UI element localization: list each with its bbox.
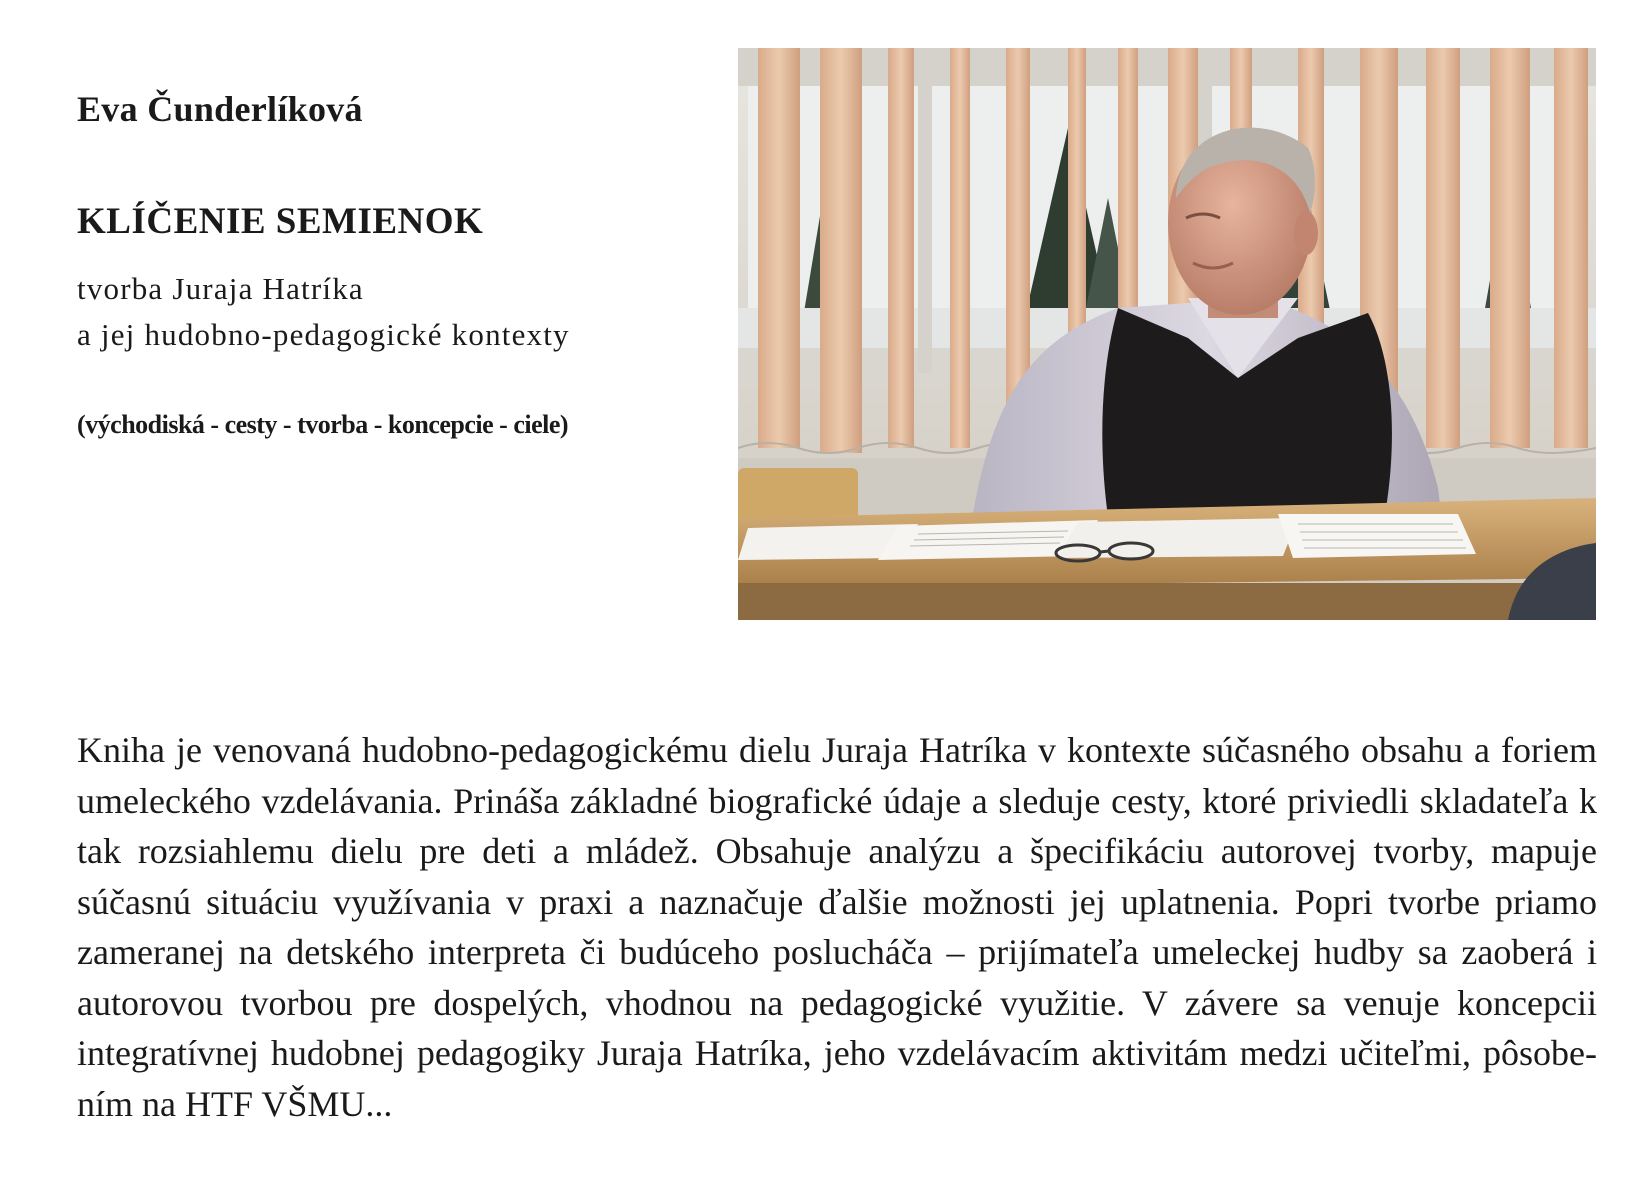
book-abstract: Kniha je venovaná hudobno-pedagogickému dielu Juraja Hatríka v kontexte súčasného obsahu a foriem umeleckého vzdelávania. Prináša základné biografické údaje a sleduje cesty, ktoré priviedli skladateľa k tak rozsiahlemu dielu pre deti a mládež. Obsahuje analýzu a špecifikáciu autorovej tvorby, mapuje súčasnú situáciu využívania v praxi a naznačuje ďalšie možnosti jej uplatnenia. Popri tvorbe priamo zameranej na detského interpreta či budúceho poslucháča – prijímateľa umeleckej hudby sa zaoberá i autorovou tvorbou pre dospelých, vhodnou na pedagogické využitie. V závere sa venuje koncepcii integratívnej hudobnej pedagogiky Juraja Hatríka, jeho vzdelávacím aktivitám medzi učiteľmi, pôsobením na HTF VŠMU... bbox=[77, 730, 1597, 1124]
author-photo bbox=[738, 48, 1596, 620]
subtitle-line-2: a jej hudobno-pedagogické kontexty bbox=[77, 317, 570, 352]
author-name: Eva Čunderlíková bbox=[77, 89, 363, 129]
book-subtitle bbox=[77, 266, 570, 358]
book-keywords: (východiská - cesty - tvorba - koncepcie - ciele) bbox=[77, 410, 569, 439]
book-title: KLÍČENIE SEMIENOK bbox=[77, 201, 484, 242]
subtitle-line-1: tvorba Juraja Hatríka bbox=[77, 271, 364, 306]
photo-illustration bbox=[738, 48, 1596, 620]
